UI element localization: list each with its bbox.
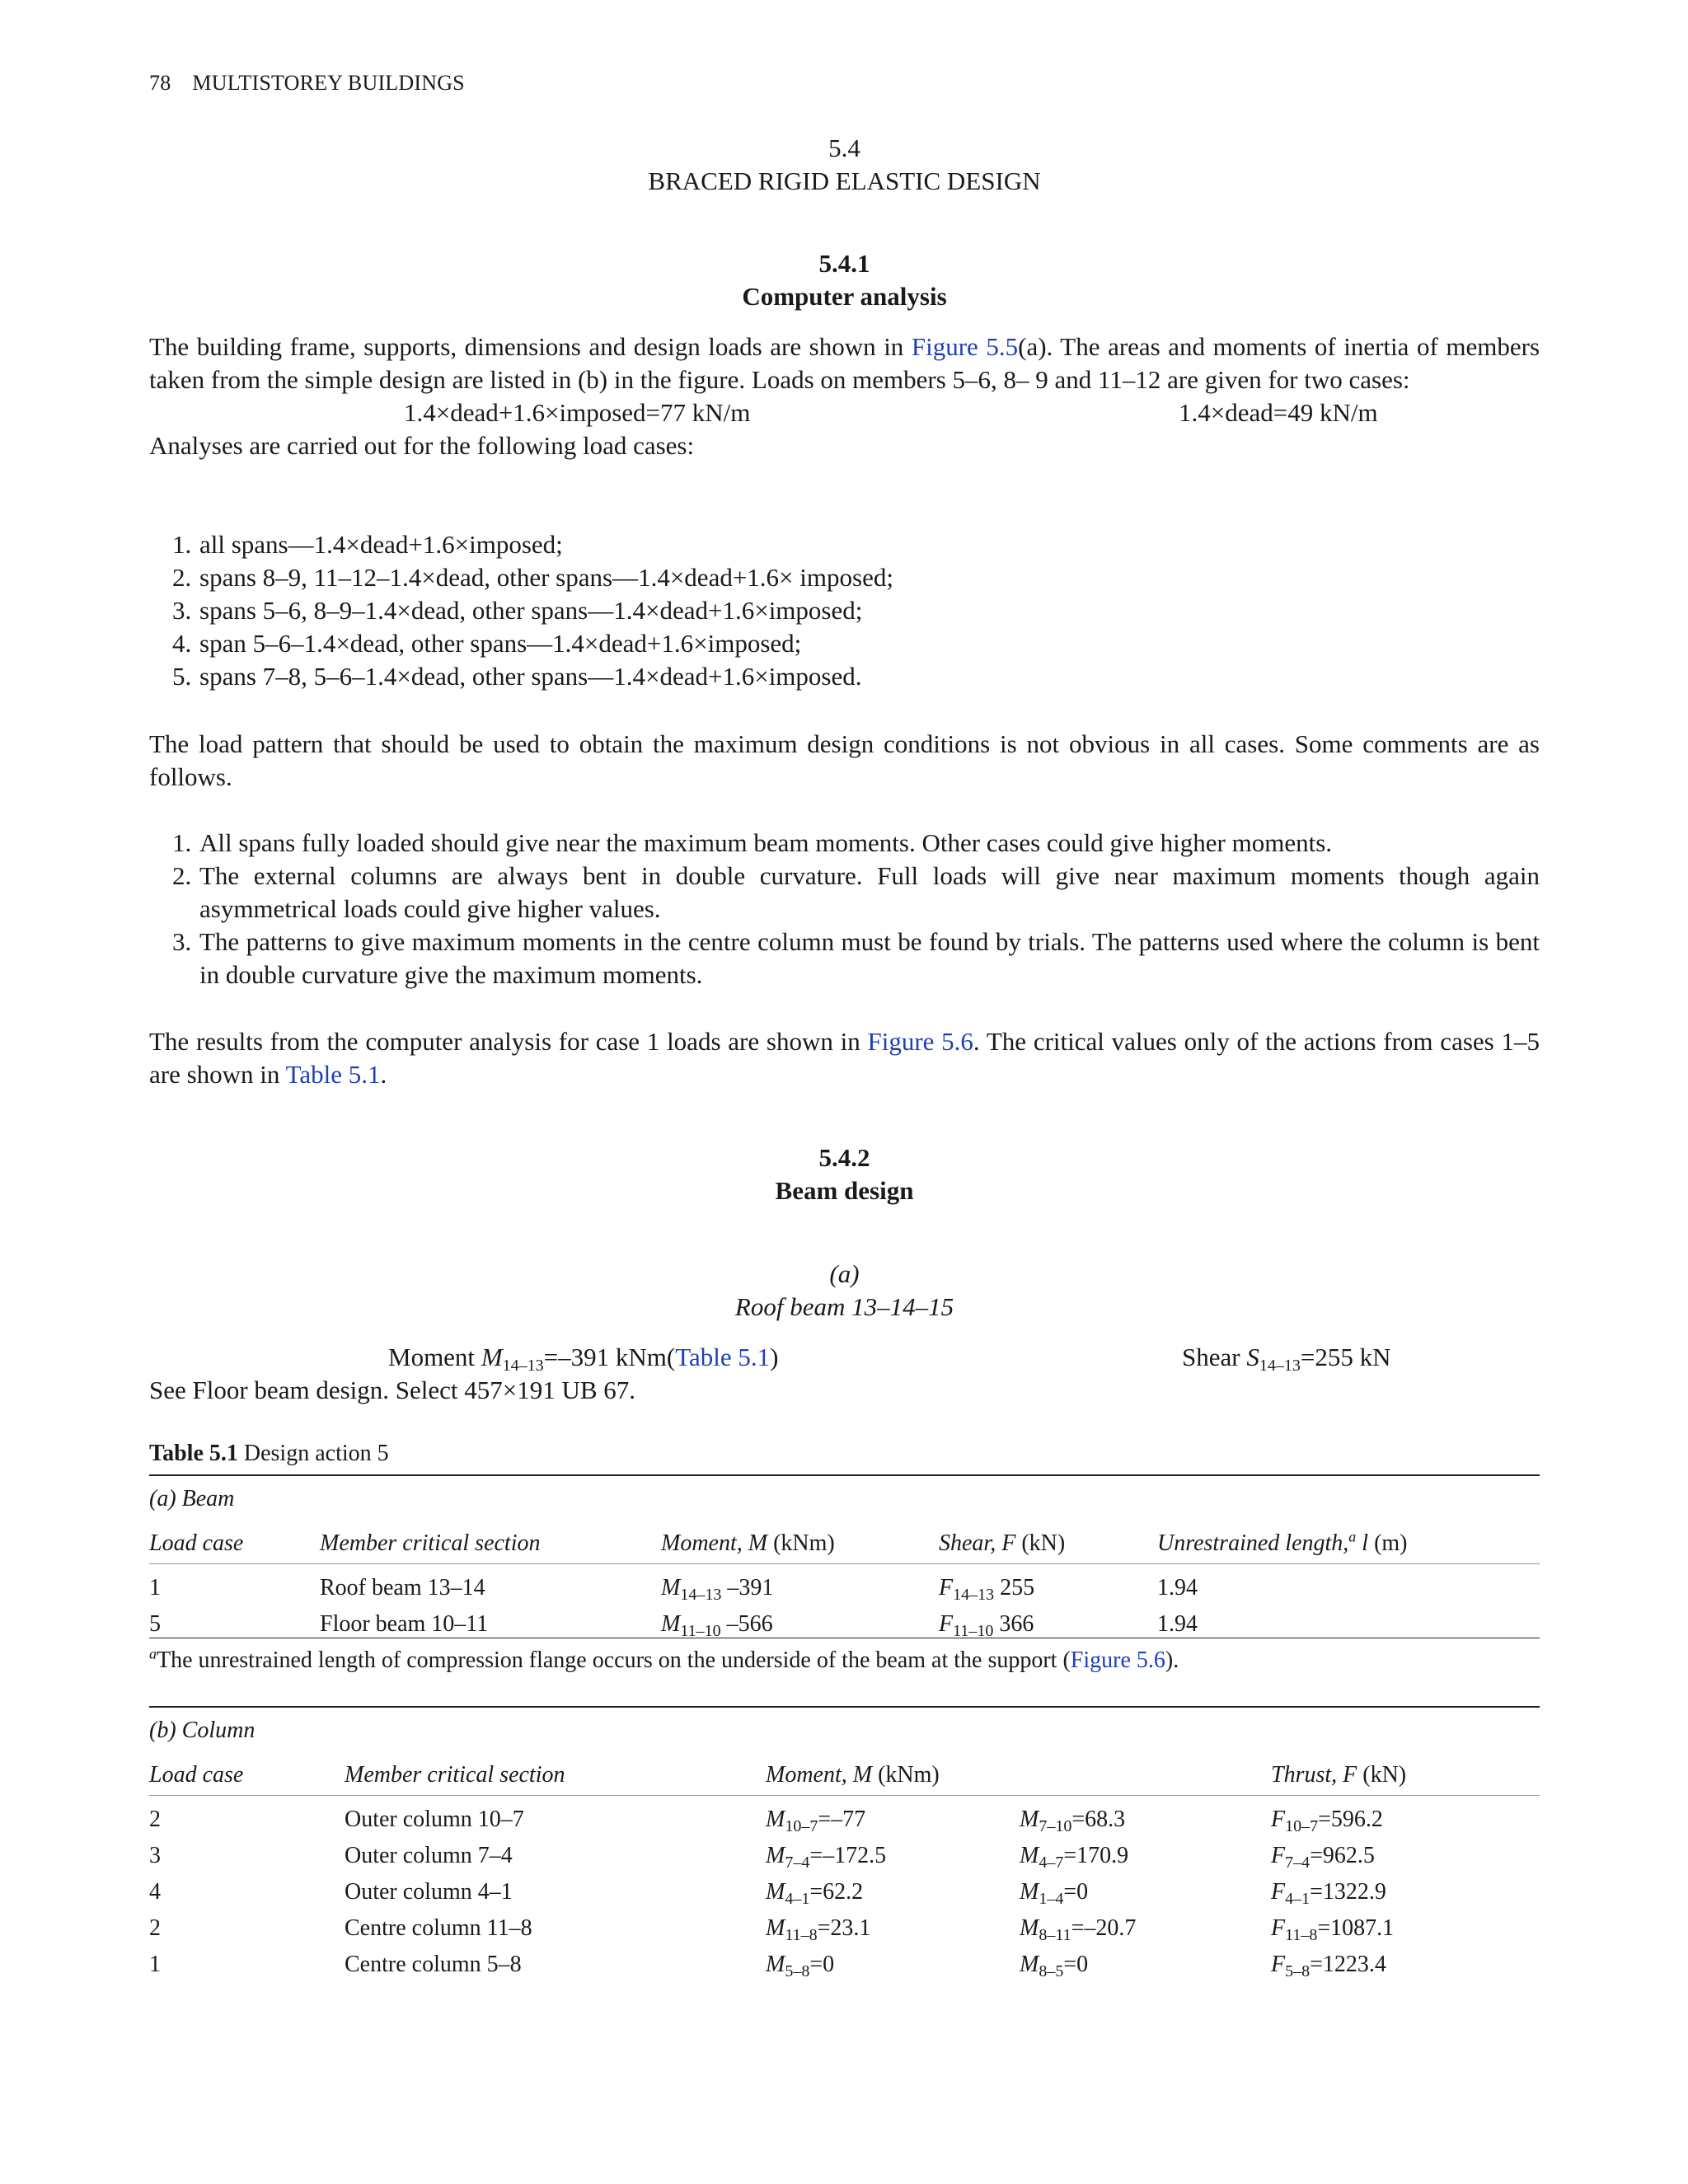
section-heading — [149, 132, 1540, 198]
value: 366 — [993, 1611, 1034, 1637]
column-col-thrust — [1271, 1761, 1406, 1789]
roof-beam-title: Roof beam 13–14–15 — [734, 1292, 954, 1321]
value: =–77 — [818, 1807, 866, 1832]
beam-heading: (a) Beam — [149, 1486, 235, 1511]
text: (a). The areas and moments of inertia of members taken from the simple design are listed in (b) in the figure. Loads on members 5–6, 8– 9 and 11–12 are given for two cases: — [149, 332, 1540, 394]
symbol: M — [766, 1879, 785, 1905]
text: Moment, M — [766, 1762, 873, 1788]
value: =–391 kNm( — [543, 1343, 676, 1371]
footnote-marker: a — [149, 1645, 157, 1662]
figure-5-5-link[interactable]: Figure 5.5 — [911, 332, 1019, 361]
roof-beam-heading — [149, 1258, 1540, 1324]
load-case-item: 1. all spans—1.4×dead+1.6×imposed; — [198, 528, 1540, 561]
table-cell — [766, 1806, 865, 1834]
text: ). — [1165, 1647, 1179, 1673]
beam-col-member: Member critical section — [320, 1530, 541, 1556]
subscript: 11–8 — [785, 1926, 818, 1944]
text: . — [380, 1060, 387, 1089]
member-cell: Outer column 7–4 — [345, 1843, 513, 1868]
text: Moment, M — [661, 1530, 768, 1556]
paragraph-analyses: Analyses are carried out for the following load cases: — [149, 431, 695, 460]
table-cell — [1271, 1951, 1386, 1979]
table-cell — [661, 1610, 773, 1638]
symbol: l — [1356, 1530, 1369, 1556]
table-cell — [939, 1610, 1034, 1638]
subscript: 4–7 — [1039, 1854, 1064, 1872]
load-case-b: 1.4×dead=49 kN/m — [1179, 398, 1378, 427]
subscript: 14–13 — [1259, 1357, 1301, 1375]
comments-list — [149, 827, 1540, 991]
running-head — [149, 71, 465, 96]
subscript: 11–10 — [953, 1622, 994, 1640]
length-cell: 1.94 — [1157, 1611, 1198, 1637]
table-cell — [661, 1574, 773, 1602]
value: =68.3 — [1071, 1807, 1126, 1832]
subscript: 7–10 — [1039, 1817, 1072, 1835]
beam-col-moment — [661, 1530, 835, 1558]
load-case-cell: 1 — [149, 1575, 161, 1601]
member-cell: Floor beam 10–11 — [320, 1611, 489, 1637]
roof-select: See Floor beam design. Select 457×191 UB 67. — [149, 1376, 636, 1404]
roof-moment — [388, 1341, 778, 1374]
symbol: M — [766, 1952, 785, 1977]
symbol: M — [1020, 1952, 1039, 1977]
paragraph-load-pattern: The load pattern that should be used to obtain the maximum design conditions is not obvious in all cases. Some comments are as follows. — [149, 729, 1540, 791]
text: Shear, F — [939, 1530, 1016, 1556]
subsection-number: 5.4.2 — [818, 1143, 870, 1172]
value: =–172.5 — [809, 1843, 887, 1868]
beam-header-rule — [149, 1563, 1540, 1564]
length-cell: 1.94 — [1157, 1575, 1198, 1601]
table-cell — [766, 1842, 886, 1870]
load-equations — [149, 396, 1540, 429]
beam-col-shear — [939, 1530, 1065, 1558]
beam-footnote — [149, 1647, 1179, 1675]
section-number: 5.4 — [828, 134, 860, 162]
load-case-a: 1.4×dead+1.6×imposed=77 kN/m — [404, 398, 751, 427]
symbol: M — [661, 1575, 681, 1601]
caption-label: Table 5.1 — [149, 1441, 238, 1466]
value: =0 — [1063, 1952, 1089, 1977]
column-header-rule — [149, 1795, 1540, 1796]
table-cell — [1020, 1806, 1125, 1834]
subsection-number: 5.4.1 — [818, 249, 870, 278]
table-cell — [1020, 1951, 1088, 1979]
member-cell: Centre column 5–8 — [345, 1952, 522, 1977]
value: =962.5 — [1310, 1843, 1375, 1868]
value: –566 — [720, 1611, 773, 1637]
running-head-title: MULTISTOREY BUILDINGS — [192, 71, 465, 95]
text: The unrestrained length of compression flange occurs on the underside of the beam at the support ( — [157, 1647, 1071, 1673]
load-case-list — [149, 528, 1540, 693]
subscript: 11–10 — [680, 1622, 721, 1640]
load-case-cell: 4 — [149, 1879, 161, 1905]
symbol: F — [939, 1575, 954, 1601]
table-5-1-link[interactable]: Table 5.1 — [675, 1343, 771, 1371]
unit: (kN) — [1015, 1530, 1066, 1556]
column-col-moment — [766, 1761, 940, 1789]
subsection-heading-1 — [149, 247, 1540, 313]
value: =0 — [1063, 1879, 1089, 1905]
value: =1223.4 — [1310, 1952, 1386, 1977]
roof-shear — [1182, 1341, 1390, 1374]
subscript: 8–11 — [1039, 1926, 1071, 1944]
text: The results from the computer analysis for case 1 loads are shown in — [149, 1027, 868, 1056]
subscript: 8–5 — [1039, 1962, 1064, 1980]
table-cell — [1271, 1915, 1394, 1943]
subsection-title: Beam design — [775, 1176, 914, 1205]
subscript: 7–4 — [1285, 1854, 1311, 1872]
subscript: 14–13 — [953, 1586, 995, 1604]
table-cell — [1020, 1915, 1136, 1943]
member-cell: Outer column 10–7 — [345, 1807, 524, 1832]
subsection-heading-2 — [149, 1141, 1540, 1207]
roof-beam-actions — [149, 1341, 1540, 1374]
subscript: 5–8 — [1285, 1962, 1311, 1980]
load-case-item: 3. spans 5–6, 8–9–1.4×dead, other spans—1.4×dead+1.6×imposed; — [198, 594, 1540, 627]
footnote-marker: a — [1348, 1528, 1357, 1545]
table-top-rule — [149, 1474, 1540, 1476]
text: The building frame, supports, dimensions and design loads are shown in — [149, 332, 912, 361]
subscript: 4–1 — [1285, 1890, 1311, 1908]
column-col-load-case: Load case — [149, 1762, 244, 1788]
column-col-member: Member critical section — [345, 1762, 565, 1788]
comment-item: 3. The patterns to give maximum moments in the centre column must be found by trials. The patterns used where the column is bent in double curvature give the maximum moments. — [198, 926, 1540, 991]
comment-item: 1. All spans fully loaded should give near the maximum beam moments. Other cases could give higher moments. — [198, 827, 1540, 860]
subsection-title: Computer analysis — [742, 282, 947, 311]
unit: (kNm) — [767, 1530, 835, 1556]
text: Moment — [388, 1343, 481, 1371]
symbol: F — [939, 1611, 954, 1637]
value: =1322.9 — [1310, 1879, 1386, 1905]
symbol: S — [1246, 1343, 1259, 1371]
paragraph-frame-description — [149, 330, 1540, 396]
load-case-item: 4. span 5–6–1.4×dead, other spans—1.4×dead+1.6×imposed; — [198, 627, 1540, 660]
text: Shear — [1182, 1343, 1247, 1371]
value: =62.2 — [809, 1879, 864, 1905]
subscript: 10–7 — [1285, 1817, 1319, 1835]
symbol: M — [1020, 1879, 1039, 1905]
text: . The critical values only of the actions from cases 1–5 are shown in — [149, 1027, 1540, 1089]
value: =1087.1 — [1317, 1915, 1395, 1941]
value: =23.1 — [817, 1915, 871, 1941]
table-cell — [1020, 1878, 1088, 1906]
symbol: M — [766, 1915, 785, 1941]
value: –391 — [721, 1575, 774, 1601]
symbol: M — [1020, 1915, 1039, 1941]
subscript: 5–8 — [785, 1962, 810, 1980]
value: =596.2 — [1318, 1807, 1383, 1832]
load-case-cell: 5 — [149, 1611, 161, 1637]
table-cell — [766, 1915, 870, 1943]
symbol: M — [766, 1807, 785, 1832]
member-cell: Centre column 11–8 — [345, 1915, 532, 1941]
page-number: 78 — [149, 71, 171, 95]
symbol: F — [1271, 1915, 1286, 1941]
subscript: 7–4 — [785, 1854, 810, 1872]
subscript: 14–13 — [502, 1357, 544, 1375]
symbol: M — [661, 1611, 681, 1637]
symbol: M — [481, 1343, 503, 1371]
beam-col-load-case: Load case — [149, 1530, 244, 1556]
symbol: M — [1020, 1807, 1039, 1832]
symbol: F — [1271, 1843, 1286, 1868]
table-cell — [1020, 1842, 1128, 1870]
subscript: 4–1 — [785, 1890, 810, 1908]
column-top-rule — [149, 1706, 1540, 1708]
symbol: F — [1271, 1807, 1286, 1832]
comment-item: 2. The external columns are always bent in double curvature. Full loads will give near maximum moments though again asymmetrical loads could give higher values. — [198, 860, 1540, 926]
load-case-item: 2. spans 8–9, 11–12–1.4×dead, other spans—1.4×dead+1.6× imposed; — [198, 561, 1540, 594]
beam-col-unrestrained — [1157, 1530, 1408, 1558]
text: Thrust, F — [1271, 1762, 1357, 1788]
load-case-cell: 2 — [149, 1915, 161, 1941]
unit: (m) — [1368, 1530, 1408, 1556]
member-cell: Outer column 4–1 — [345, 1879, 513, 1905]
caption-text: Design action 5 — [237, 1441, 389, 1466]
subscript: 1–4 — [1039, 1890, 1064, 1908]
column-heading: (b) Column — [149, 1718, 256, 1743]
value: =255 kN — [1300, 1343, 1391, 1371]
table-cell — [1271, 1878, 1386, 1906]
paragraph-results — [149, 1025, 1540, 1091]
subscript: 10–7 — [785, 1817, 818, 1835]
unit: (kNm) — [872, 1762, 940, 1788]
value: =170.9 — [1063, 1843, 1129, 1868]
subscript: 14–13 — [680, 1586, 722, 1604]
subscript: 11–8 — [1285, 1926, 1318, 1944]
text: ) — [770, 1343, 779, 1371]
text: Unrestrained length, — [1157, 1530, 1349, 1556]
symbol: M — [1020, 1843, 1039, 1868]
table-cell — [939, 1574, 1034, 1602]
symbol: M — [766, 1843, 785, 1868]
load-case-cell: 2 — [149, 1807, 161, 1832]
symbol: F — [1271, 1879, 1286, 1905]
table-cell — [1271, 1806, 1383, 1834]
load-case-cell: 1 — [149, 1952, 161, 1977]
section-title: BRACED RIGID ELASTIC DESIGN — [648, 166, 1041, 195]
table-cell — [1271, 1842, 1375, 1870]
figure-5-6-link[interactable]: Figure 5.6 — [867, 1027, 973, 1056]
table-5-1-link[interactable]: Table 5.1 — [285, 1060, 381, 1089]
roof-beam-label: (a) — [829, 1259, 860, 1288]
table-cell — [766, 1878, 863, 1906]
table-caption — [149, 1440, 389, 1468]
load-case-item: 5. spans 7–8, 5–6–1.4×dead, other spans—1.4×dead+1.6×imposed. — [198, 660, 1540, 693]
load-case-cell: 3 — [149, 1843, 161, 1868]
table-cell — [766, 1951, 834, 1979]
member-cell: Roof beam 13–14 — [320, 1575, 485, 1601]
value: 255 — [994, 1575, 1035, 1601]
unit: (kN) — [1357, 1762, 1407, 1788]
value: =–20.7 — [1071, 1915, 1137, 1941]
figure-5-6-link[interactable]: Figure 5.6 — [1070, 1647, 1165, 1673]
value: =0 — [809, 1952, 835, 1977]
symbol: F — [1271, 1952, 1286, 1977]
